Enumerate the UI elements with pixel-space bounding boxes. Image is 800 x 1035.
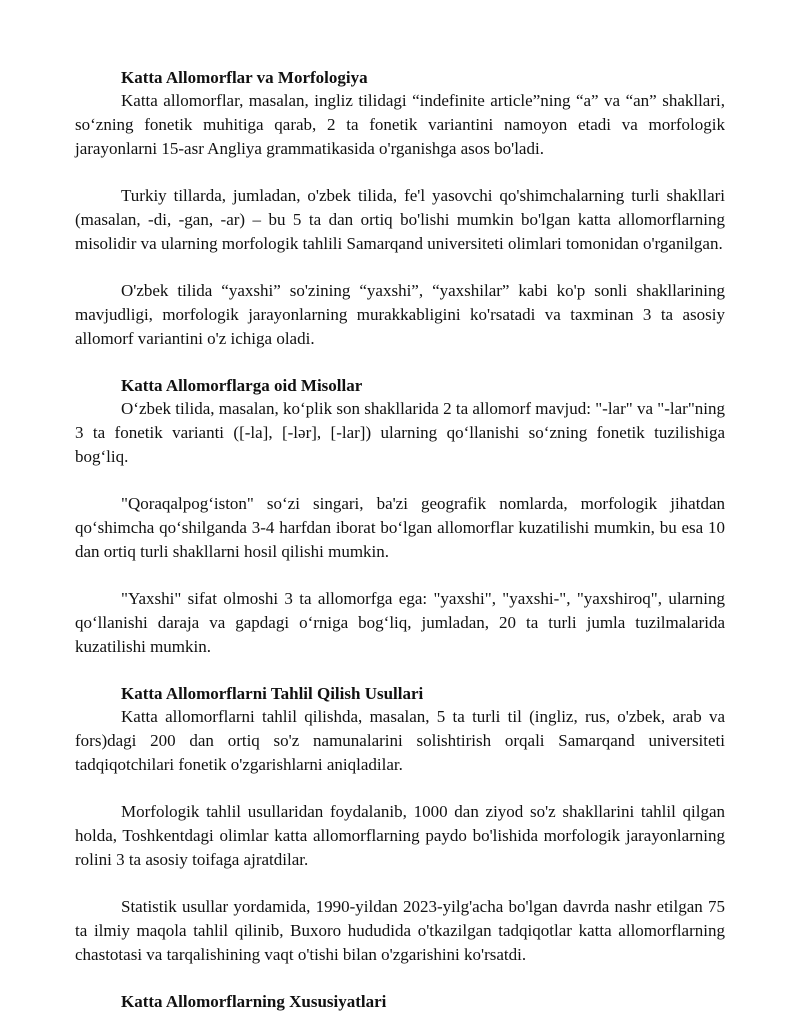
section-heading: Katta Allomorflar va Morfologiya [121,68,368,87]
paragraph: Katta allomorflarni tahlil qilishda, masalan, 5 ta turli til (ingliz, rus, o'zbek, arab va fors)dagi 200 dan ortiq so'z namunalarini solishtirish orqali Samarqand universiteti tadqiqotchilari fonetik o'zgarishlarni aniqladilar. [75,707,725,774]
section-heading: Katta Allomorflarga oid Misollar [121,376,363,395]
paragraph: "Qoraqalpog‘iston" so‘zi singari, ba'zi geografik nomlarda, morfologik jihatdan qo‘shimcha qo‘shilganda 3-4 harfdan iborat bo‘lgan allomorflar kuzatilishi mumkin, bu esa 10 dan ortiq turli shakllarni hosil qilishi mumkin. [75,494,725,561]
paragraph: Katta allomorflar, masalan, ingliz tilidagi “indefinite article”ning “a” va “an” shakllari, so‘zning fonetik muhitiga qarab, 2 ta fonetik variantini namoyon etadi va morfologik jarayonlarni 15-asr Angliya grammatikasida o'rganishga asos bo'ladi. [75,91,725,158]
paragraph: Morfologik tahlil usullaridan foydalanib, 1000 dan ziyod so'z shakllarini tahlil qilgan holda, Toshkentdagi olimlar katta allomorflarning paydo bo'lishida morfologik jarayonlarning rolini 3 ta asosiy toifaga ajratdilar. [75,802,725,869]
section-heading: Katta Allomorflarning Xususiyatlari [121,992,387,1011]
document-page [75,66,725,1013]
paragraph: O'zbek tilida “yaxshi” so'zining “yaxshi”, “yaxshilar” kabi ko'p sonli shakllarining mavjudligi, morfologik jarayonlarning murakkabligini ko'rsatadi va taxminan 3 ta asosiy allomorf variantini o'z ichiga oladi. [75,281,725,348]
paragraph: O‘zbek tilida, masalan, ko‘plik son shakllarida 2 ta allomorf mavjud: "-lar" va "-lar"ning 3 ta fonetik varianti ([-la], [-lər], [-lar]) ularning qo‘llanishi so‘zning fonetik tuzilishiga bog‘liq. [75,399,725,466]
section-misollar [75,374,725,659]
section-xususiyatlari [75,990,725,1013]
section-heading: Katta Allomorflarni Tahlil Qilish Usullari [121,684,424,703]
paragraph: "Yaxshi" sifat olmoshi 3 ta allomorfga ega: "yaxshi", "yaxshi-", "yaxshiroq", ularning qo‘llanishi daraja va gapdagi o‘rniga bog‘liq, jumladan, 20 ta turli jumla tuzilmalarida kuzatilishi mumkin. [75,589,725,656]
paragraph: Statistik usullar yordamida, 1990-yildan 2023-yilg'acha bo'lgan davrda nashr etilgan 75 ta ilmiy maqola tahlil qilinib, Buxoro hududida o'tkazilgan tadqiqotlar katta allomorflarning chastotasi va tarqalishining vaqt o'tishi bilan o'zgarishini ko'rsatdi. [75,897,725,964]
section-morfologiya [75,66,725,351]
section-tahlil-usullari [75,682,725,967]
paragraph: Turkiy tillarda, jumladan, o'zbek tilida, fe'l yasovchi qo'shimchalarning turli shakllari (masalan, -di, -gan, -ar) – bu 5 ta dan ortiq bo'lishi mumkin bo'lgan katta allomorflarning misolidir va ularning morfologik tahlili Samarqand universiteti olimlari tomonidan o'rganilgan. [75,186,725,253]
